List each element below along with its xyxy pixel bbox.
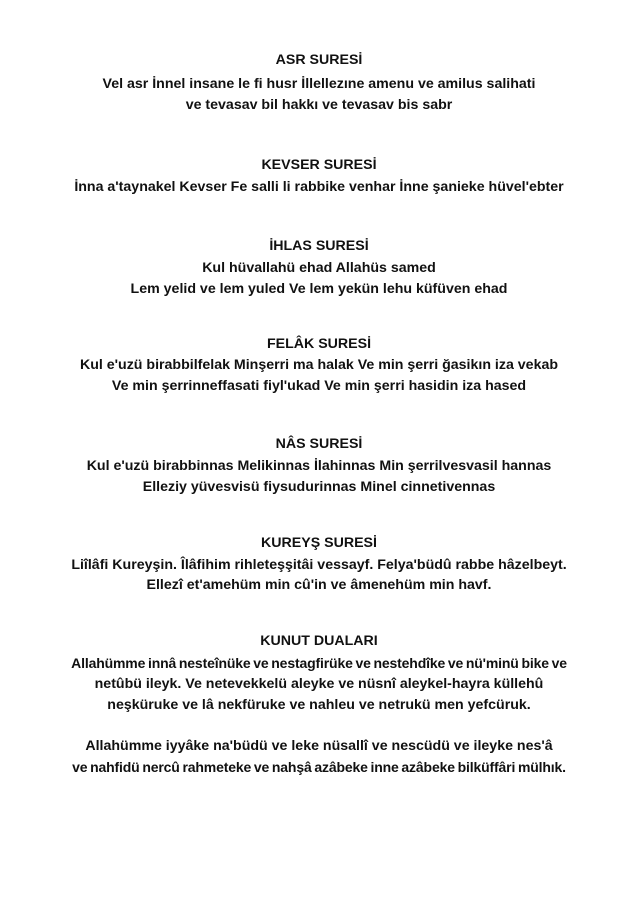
kunut-line-3: neşküruke ve lâ nekfüruke ve nahleu ve netrukü men yefcüruk. xyxy=(107,697,531,713)
kunut-title: KUNUT DUALARI xyxy=(260,633,378,649)
felak-line-1: Kul e'uzü birabbilfelak Minşerri ma halak Ve min şerri ğasikın iza vekab xyxy=(79,357,559,373)
kunut-line-5: ve nahfidü nercû rahmeteke ve nahşâ azâbeke inne azâbeke bilküffâri mülhık. xyxy=(72,759,566,775)
nas-line-2: Elleziy yüvesvisü fiysudurinnas Minel cinnetivennas xyxy=(142,479,496,495)
felak-title: FELÂK SURESİ xyxy=(266,336,372,352)
felak-line-2: Ve min şerrinneffasati fiyl'ukad Ve min şerri hasidin iza hased xyxy=(111,378,527,394)
kureys-title: KUREYŞ SURESİ xyxy=(261,535,377,551)
kunut-line-2: netûbü ileyk. Ve netevekkelü aleyke ve nüsnî aleykel-hayra küllehû xyxy=(94,676,544,692)
asr-title: ASR SURESİ xyxy=(275,52,363,68)
asr-line-1: Vel asr İnnel insane le fi husr İllellezıne amenu ve amilus salihati xyxy=(102,76,536,92)
nas-title: NÂS SURESİ xyxy=(275,436,363,452)
kunut-line-4: Allahümme iyyâke na'büdü ve leke nüsallî ve nescüdü ve ileyke nes'â xyxy=(85,738,553,754)
kureys-line-1: Liîlâfi Kureyşin. Îlâfihim rihleteşşitâi vessayf. Felya'büdû rabbe hâzelbeyt. xyxy=(71,557,567,573)
kureys-line-2: Ellezî et'amehüm min cû'in ve âmenehüm min havf. xyxy=(146,577,492,593)
ihlas-line-1: Kul hüvallahü ehad Allahüs samed xyxy=(202,260,436,276)
asr-line-2: ve tevasav bil hakkı ve tevasav bis sabr xyxy=(185,97,453,113)
kevser-title: KEVSER SURESİ xyxy=(261,157,377,173)
nas-line-1: Kul e'uzü birabbinnas Melikinnas İlahinnas Min şerrilvesvasil hannas xyxy=(86,458,552,474)
ihlas-line-2: Lem yelid ve lem yuled Ve lem yekün lehu küfüven ehad xyxy=(130,281,508,297)
kevser-line-1: İnna a'taynakel Kevser Fe salli li rabbike venhar İnne şanieke hüvel'ebter xyxy=(74,179,564,195)
kunut-line-1: Allahümme innâ nesteînüke ve nestagfirüke ve nestehdîke ve nü'minü bike ve xyxy=(71,655,567,671)
ihlas-title: İHLAS SURESİ xyxy=(269,238,369,254)
